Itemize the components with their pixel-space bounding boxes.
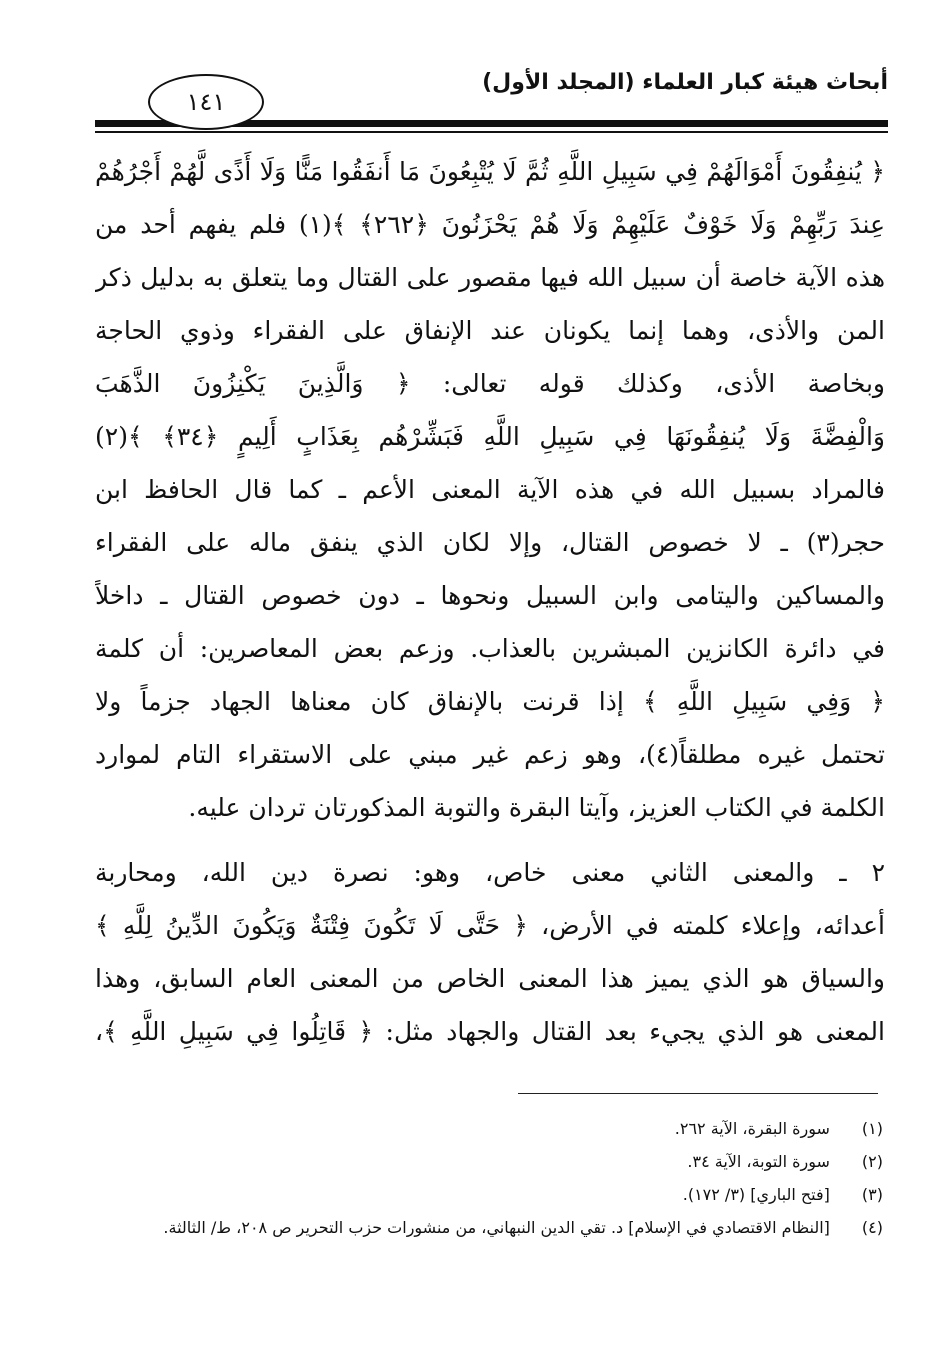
text-line: حجر(٣) ـ لا خصوص القتال، وإلا لكان الذي ينفق ماله على الفقراء bbox=[95, 528, 885, 557]
footnote-separator bbox=[518, 1093, 878, 1094]
text-line: ﴿ وَفِي سَبِيلِ اللَّهِ ﴾ إذا قرنت بالإنفاق كان معناها الجهاد جزماً ولا bbox=[95, 687, 885, 716]
text-line: وبخاصة الأذى، وكذلك قوله تعالى: ﴿ وَالَّذِينَ يَكْنِزُونَ الذَّهَبَ bbox=[95, 369, 885, 398]
text-line: ٢ ـ والمعنى الثاني معنى خاص، وهو: نصرة دين الله، ومحاربة bbox=[95, 858, 885, 887]
footnote-number: (٣) bbox=[861, 1185, 883, 1204]
paragraph-gap bbox=[95, 834, 885, 846]
footnote-text: [فتح الباري] (٣/ ١٧٢). bbox=[682, 1185, 830, 1204]
text-line: في دائرة الكانزين المبشرين بالعذاب. وزعم بعض المعاصرين: أن كلمة bbox=[95, 634, 885, 663]
footnote-number: (٤) bbox=[861, 1218, 883, 1237]
header-rule-thin bbox=[95, 131, 888, 133]
footnote-number: (٢) bbox=[861, 1152, 883, 1171]
text-line: المعنى هو الذي يجيء بعد القتال والجهاد مثل: ﴿ قَاتِلُوا فِي سَبِيلِ اللَّهِ ﴾، bbox=[95, 1017, 885, 1046]
footnote bbox=[93, 1112, 883, 1145]
running-title: أبحاث هيئة كبار العلماء (المجلد الأول) bbox=[482, 70, 888, 95]
text-line: تحتمل غيره مطلقاً(٤)، وهو زعم غير مبني على الاستقراء التام لموارد bbox=[95, 740, 885, 769]
footnote bbox=[93, 1178, 883, 1211]
main-text bbox=[95, 145, 885, 1058]
footnotes bbox=[93, 1112, 883, 1244]
text-line: فالمراد بسبيل الله في هذه الآية المعنى الأعم ـ كما قال الحافظ ابن bbox=[95, 475, 885, 504]
footnote bbox=[93, 1211, 883, 1244]
text-line: ﴿ يُنفِقُونَ أَمْوَالَهُمْ فِي سَبِيلِ اللَّهِ ثُمَّ لَا يُتْبِعُونَ مَا أَنفَقُوا مَنًّا وَلَا أَذًى لَّهُمْ أَجْرُهُمْ bbox=[95, 157, 885, 186]
footnote bbox=[93, 1145, 883, 1178]
text-line: أعدائه، وإعلاء كلمته في الأرض، ﴿ حَتَّى لَا تَكُونَ فِتْنَةٌ وَيَكُونَ الدِّينُ لِلَّهِ ﴾ bbox=[95, 911, 885, 940]
text-line: والسياق هو الذي يميز هذا المعنى الخاص من المعنى العام السابق، وهذا bbox=[95, 964, 885, 993]
text-line: عِندَ رَبِّهِمْ وَلَا خَوْفٌ عَلَيْهِمْ وَلَا هُمْ يَحْزَنُونَ ﴿٢٦٢﴾ ﴾(١) فلم يفهم أحد من bbox=[95, 210, 885, 239]
text-line: الكلمة في الكتاب العزيز، وآيتا البقرة والتوبة المذكورتان تردان عليه. bbox=[188, 793, 885, 822]
footnote-text: سورة البقرة، الآية ٢٦٢. bbox=[674, 1119, 830, 1138]
footnote-text: [النظام الاقتصادي في الإسلام] د. تقي الدين النبهاني، من منشورات حزب التحرير ص ٢٠٨، ط/ الثالثة. bbox=[163, 1218, 830, 1237]
text-line: والمساكين واليتامى وابن السبيل ونحوها ـ دون خصوص القتال ـ داخلاً bbox=[95, 581, 885, 610]
footnote-text: سورة التوبة، الآية ٣٤. bbox=[687, 1152, 830, 1171]
text-line: وَالْفِضَّةَ وَلَا يُنفِقُونَهَا فِي سَبِيلِ اللَّهِ فَبَشِّرْهُم بِعَذَابٍ أَلِيمٍ ﴿٣٤﴾ ﴾(٢) bbox=[95, 422, 885, 451]
text-line: المن والأذى، وهما إنما يكونان عند الإنفاق على الفقراء وذوي الحاجة bbox=[95, 316, 885, 345]
page-number: ١٤١ bbox=[148, 74, 264, 130]
footnote-number: (١) bbox=[861, 1119, 883, 1138]
text-line: هذه الآية خاصة أن سبيل الله فيها مقصور على القتال وما يتعلق به بدليل ذكر bbox=[95, 263, 885, 292]
